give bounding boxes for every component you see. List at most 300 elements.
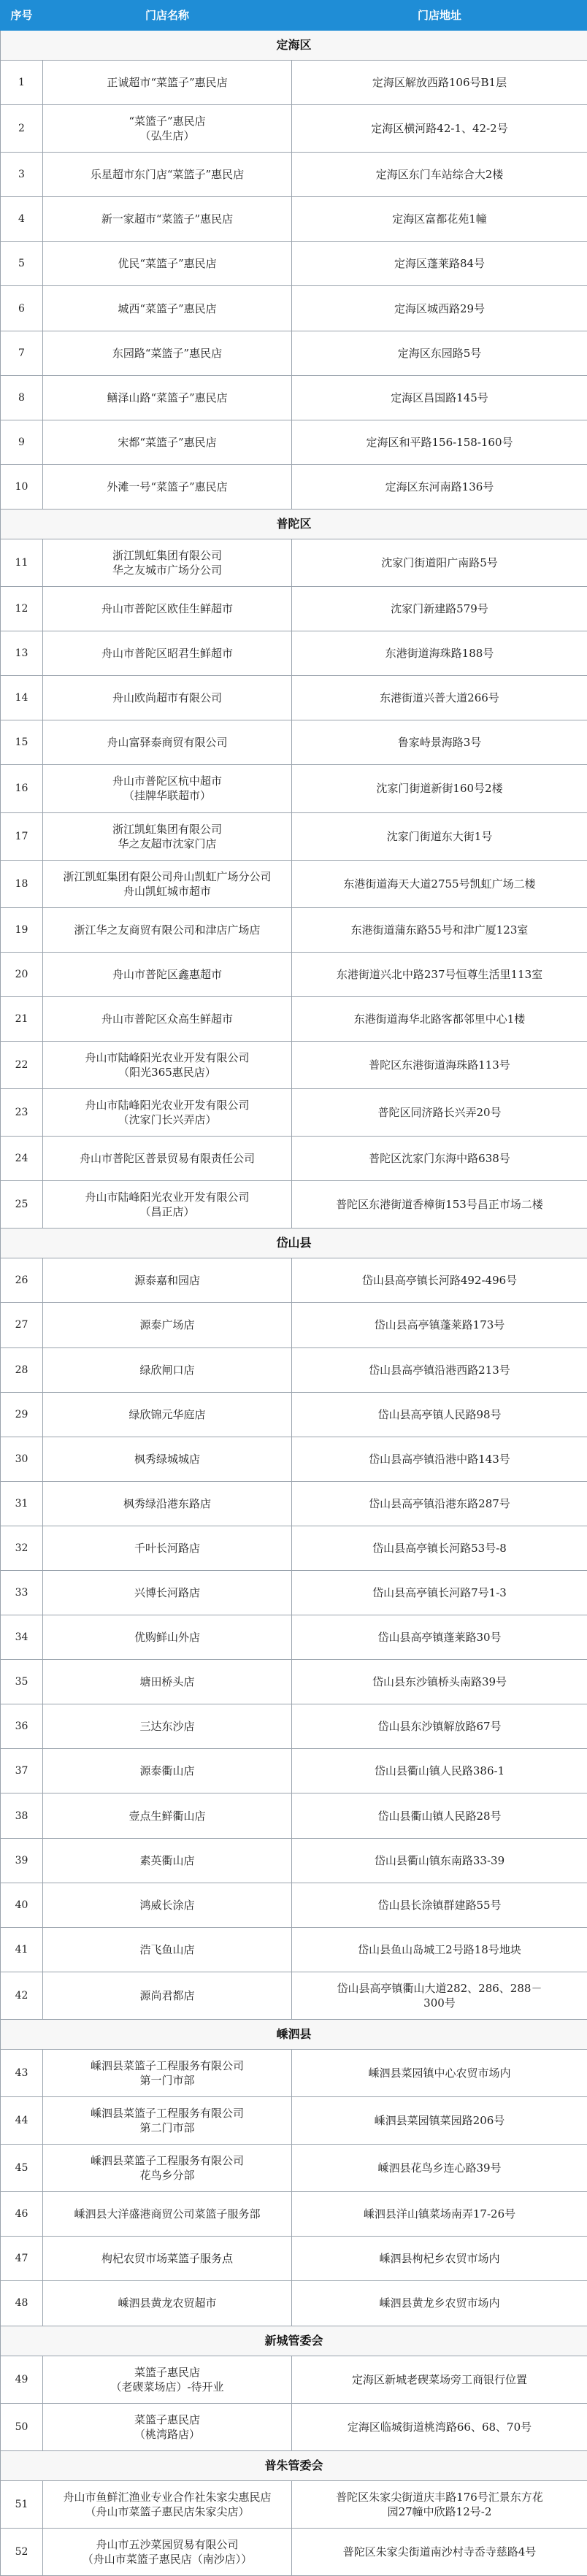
row-number: 51 bbox=[1, 2480, 43, 2528]
store-name-line: 浙江凯虹集团有限公司舟山凯虹广场分公司 bbox=[63, 869, 272, 883]
store-address bbox=[292, 2049, 587, 2096]
row-number: 19 bbox=[1, 907, 43, 952]
store-name bbox=[43, 1749, 292, 1793]
store-address-line: 定海区东园路5号 bbox=[397, 346, 482, 360]
store-address-line: 东港街道蒲东路55号和津广厦123室 bbox=[350, 923, 529, 937]
store-address bbox=[292, 1749, 587, 1793]
store-name bbox=[43, 1392, 292, 1437]
section-title: 普陀区 bbox=[1, 509, 587, 539]
store-name-line: 浙江凯虹集团有限公司 bbox=[112, 548, 222, 562]
row-number: 38 bbox=[1, 1793, 43, 1838]
store-name-line: 第一门市部 bbox=[139, 2073, 195, 2087]
store-name bbox=[43, 1137, 292, 1181]
table-row bbox=[1, 676, 587, 720]
store-name-line: 浙江华之友商贸有限公司和津店广场店 bbox=[74, 923, 261, 937]
store-name bbox=[43, 242, 292, 286]
store-name-line: 舟山市普陀区昭君生鲜超市 bbox=[101, 647, 233, 661]
store-address bbox=[292, 1927, 587, 1972]
row-number: 12 bbox=[1, 587, 43, 631]
row-number: 9 bbox=[1, 420, 43, 464]
store-address bbox=[292, 1437, 587, 1481]
row-number: 1 bbox=[1, 61, 43, 105]
store-name-line: 花鸟乡分部 bbox=[139, 2169, 195, 2183]
store-name-line: 舟山市五沙菜园贸易有限公司 bbox=[96, 2537, 239, 2551]
store-address-line: 岱山县长涂镇群建路55号 bbox=[377, 1898, 502, 1912]
store-address-line: 东港街道海珠路188号 bbox=[385, 647, 494, 661]
table-row bbox=[1, 1972, 587, 2019]
store-address-line: 沈家门街道新街160号2楼 bbox=[376, 782, 503, 796]
table-row bbox=[1, 996, 587, 1041]
section-header bbox=[1, 1229, 587, 1258]
store-address bbox=[292, 1041, 587, 1088]
store-address-line: 定海区富都花苑1幢 bbox=[392, 212, 487, 226]
store-name bbox=[43, 1347, 292, 1392]
store-name bbox=[43, 1437, 292, 1481]
store-name-line: 源尚君都店 bbox=[139, 1988, 195, 2002]
row-number: 43 bbox=[1, 2049, 43, 2096]
store-name-line: 乐星超市东门店“菜篮子”惠民店 bbox=[90, 168, 245, 182]
store-address bbox=[292, 1793, 587, 1838]
table-row bbox=[1, 105, 587, 153]
store-address-line: 定海区城西路29号 bbox=[394, 301, 486, 315]
store-name bbox=[43, 2356, 292, 2403]
store-name bbox=[43, 286, 292, 331]
store-address bbox=[292, 1347, 587, 1392]
table-row bbox=[1, 1749, 587, 1793]
store-name-line: 枫秀绿城城店 bbox=[134, 1452, 200, 1466]
store-address bbox=[292, 375, 587, 420]
store-name bbox=[43, 2049, 292, 2096]
store-address-line: 300号 bbox=[423, 1996, 456, 2010]
store-name bbox=[43, 464, 292, 509]
store-address-line: 定海区横河路42-1、42-2号 bbox=[371, 122, 508, 136]
store-address-line: 嵊泗县洋山镇菜场南弄17-26号 bbox=[363, 2207, 516, 2221]
store-address-line: 普陀区同济路长兴弄20号 bbox=[377, 1106, 502, 1120]
row-number: 26 bbox=[1, 1258, 43, 1303]
store-address-line: 定海区解放西路106号B1层 bbox=[372, 76, 507, 90]
store-address-line: 嵊泗县枸杞乡农贸市场内 bbox=[379, 2252, 500, 2266]
store-name bbox=[43, 2237, 292, 2281]
store-name-line: （阳光365惠民店） bbox=[118, 1066, 216, 1080]
store-name-line: （昌正店） bbox=[139, 1205, 195, 1219]
table-row bbox=[1, 587, 587, 631]
store-address bbox=[292, 153, 587, 197]
store-address bbox=[292, 1181, 587, 1229]
store-name-line: 源泰衢山店 bbox=[139, 1764, 195, 1778]
store-address-line: 定海区蓬莱路84号 bbox=[394, 257, 486, 271]
table-row bbox=[1, 1041, 587, 1088]
store-address bbox=[292, 952, 587, 996]
table-row bbox=[1, 331, 587, 375]
store-name bbox=[43, 2403, 292, 2450]
store-address bbox=[292, 2237, 587, 2281]
store-address bbox=[292, 1258, 587, 1303]
row-number: 2 bbox=[1, 105, 43, 153]
table-row bbox=[1, 153, 587, 197]
row-number: 27 bbox=[1, 1303, 43, 1347]
store-address-line: 鲁家峙景海路3号 bbox=[397, 736, 482, 750]
row-number: 37 bbox=[1, 1749, 43, 1793]
store-name-line: （舟山市菜篮子惠民店朱家尖店） bbox=[85, 2504, 250, 2518]
row-number: 44 bbox=[1, 2097, 43, 2145]
store-address bbox=[292, 2145, 587, 2192]
store-name-line: 舟山市陆峰阳光农业开发有限公司 bbox=[85, 1099, 250, 1112]
store-address-line: 普陀区朱家尖街道庆丰路176号汇景东方花 bbox=[336, 2490, 543, 2504]
store-address bbox=[292, 464, 587, 509]
store-name-line: 东园路“菜篮子”惠民店 bbox=[112, 346, 223, 360]
store-name-line: （弘生店） bbox=[139, 129, 195, 143]
store-name bbox=[43, 1089, 292, 1137]
table-row bbox=[1, 1437, 587, 1481]
store-name-line: 优购鲜山外店 bbox=[134, 1631, 200, 1645]
store-address bbox=[292, 1972, 587, 2019]
row-number: 49 bbox=[1, 2356, 43, 2403]
store-name bbox=[43, 631, 292, 676]
table-row bbox=[1, 464, 587, 509]
store-address-line: 岱山县高亭镇蓬莱路30号 bbox=[377, 1631, 502, 1645]
store-address-line: 东港街道兴北中路237号恒尊生活里113室 bbox=[336, 967, 543, 981]
table-row bbox=[1, 952, 587, 996]
store-address-line: 东港街道海天大道2755号凯虹广场二楼 bbox=[343, 877, 536, 891]
store-address-line: 岱山县鱼山岛城工2号路18号地块 bbox=[358, 1942, 521, 1956]
store-name-line: 千叶长河路店 bbox=[134, 1541, 200, 1555]
store-address-line: 沈家门街道阳广南路5号 bbox=[381, 555, 498, 569]
store-name bbox=[43, 420, 292, 464]
row-number: 34 bbox=[1, 1615, 43, 1660]
store-name bbox=[43, 2097, 292, 2145]
store-name-line: 外滩一号“菜篮子”惠民店 bbox=[107, 480, 228, 493]
row-number: 48 bbox=[1, 2281, 43, 2326]
store-name bbox=[43, 1258, 292, 1303]
store-name bbox=[43, 2480, 292, 2528]
table-row bbox=[1, 1181, 587, 1229]
store-name-line: （桃湾路店） bbox=[134, 2427, 200, 2441]
store-address bbox=[292, 860, 587, 907]
store-address-line: 园27幢中欣路12号-2 bbox=[387, 2504, 492, 2518]
section-header bbox=[1, 509, 587, 539]
store-address-line: 岱山县高亭镇长河路492-496号 bbox=[361, 1274, 518, 1288]
store-address bbox=[292, 907, 587, 952]
store-name-line: 绿欣锦元华庭店 bbox=[128, 1407, 206, 1421]
store-address-line: 普陀区朱家尖街道南沙村寺岙寺慈路4号 bbox=[342, 2545, 537, 2558]
row-number: 7 bbox=[1, 331, 43, 375]
table-row bbox=[1, 1927, 587, 1972]
table-row bbox=[1, 631, 587, 676]
row-number: 6 bbox=[1, 286, 43, 331]
row-number: 33 bbox=[1, 1571, 43, 1615]
store-name bbox=[43, 587, 292, 631]
store-name-line: 嵊泗县菜篮子工程服务有限公司 bbox=[90, 2107, 244, 2121]
section-header bbox=[1, 31, 587, 61]
store-name-line: 浙江凯虹集团有限公司 bbox=[112, 822, 222, 836]
store-name-line: 嵊泗县菜篮子工程服务有限公司 bbox=[90, 2154, 244, 2168]
store-address bbox=[292, 331, 587, 375]
store-name bbox=[43, 1041, 292, 1088]
store-name-line: 素英衢山店 bbox=[139, 1853, 195, 1867]
store-name bbox=[43, 375, 292, 420]
store-address-line: 岱山县高亭镇人民路98号 bbox=[377, 1407, 502, 1421]
table-row bbox=[1, 1571, 587, 1615]
store-address bbox=[292, 631, 587, 676]
store-address bbox=[292, 2192, 587, 2237]
row-number: 31 bbox=[1, 1481, 43, 1526]
store-name-line: （舟山市菜篮子惠民店（南沙店）） bbox=[82, 2552, 253, 2566]
row-number: 18 bbox=[1, 860, 43, 907]
store-address-line: 嵊泗县黄龙乡农贸市场内 bbox=[379, 2296, 500, 2310]
store-name-line: 源泰广场店 bbox=[139, 1318, 195, 1332]
store-name bbox=[43, 61, 292, 105]
store-address-line: 嵊泗县菜园镇中心农贸市场内 bbox=[368, 2066, 511, 2080]
store-name-line: （沈家门长兴弄店） bbox=[118, 1113, 217, 1127]
row-number: 35 bbox=[1, 1660, 43, 1704]
store-address-line: 岱山县高亭镇衢山大道282、286、288－ bbox=[337, 1981, 542, 1995]
table-body bbox=[1, 31, 587, 2576]
store-address-line: 东港街道兴普大道266号 bbox=[380, 691, 499, 705]
store-name bbox=[43, 1481, 292, 1526]
store-name bbox=[43, 952, 292, 996]
store-name-line: 枫秀绿沿港东路店 bbox=[123, 1496, 211, 1510]
row-number: 5 bbox=[1, 242, 43, 286]
table-row bbox=[1, 2237, 587, 2281]
table-row bbox=[1, 1615, 587, 1660]
table-header bbox=[1, 1, 587, 31]
store-address-line: 定海区东门车站综合大2楼 bbox=[375, 168, 504, 182]
store-name bbox=[43, 1883, 292, 1927]
store-name-line: 鳝泽山路“菜篮子”惠民店 bbox=[107, 391, 228, 404]
table-row bbox=[1, 860, 587, 907]
store-address-line: 普陀区东港街道海珠路113号 bbox=[369, 1058, 510, 1072]
table-row bbox=[1, 2403, 587, 2450]
table-row bbox=[1, 1838, 587, 1883]
row-number: 47 bbox=[1, 2237, 43, 2281]
store-address-line: 岱山县高亭镇沿港东路287号 bbox=[369, 1496, 510, 1510]
row-number: 45 bbox=[1, 2145, 43, 2192]
table-row bbox=[1, 2480, 587, 2528]
store-address bbox=[292, 1883, 587, 1927]
store-address bbox=[292, 1526, 587, 1570]
table-row bbox=[1, 1347, 587, 1392]
store-name bbox=[43, 153, 292, 197]
section-header bbox=[1, 2450, 587, 2480]
store-name-line: 枸杞农贸市场菜篮子服务点 bbox=[101, 2252, 233, 2266]
table-row bbox=[1, 1481, 587, 1526]
store-name-line: 舟山市普陀区欧佳生鲜超市 bbox=[101, 602, 233, 616]
table-row bbox=[1, 61, 587, 105]
table-row bbox=[1, 2281, 587, 2326]
store-address-line: 岱山县高亭镇长河路7号1-3 bbox=[372, 1586, 507, 1600]
store-address bbox=[292, 676, 587, 720]
store-name bbox=[43, 860, 292, 907]
store-name-line: 舟山市普陀区普景贸易有限责任公司 bbox=[79, 1152, 255, 1166]
row-number: 8 bbox=[1, 375, 43, 420]
store-name-line: 正诚超市“菜篮子”惠民店 bbox=[107, 76, 228, 90]
row-number: 25 bbox=[1, 1181, 43, 1229]
store-address-line: 岱山县高亭镇沿港中路143号 bbox=[369, 1452, 510, 1466]
store-address bbox=[292, 1571, 587, 1615]
store-name-line: 舟山市鱼鲜汇渔业专业合作社朱家尖惠民店 bbox=[63, 2490, 272, 2504]
store-name bbox=[43, 331, 292, 375]
store-address bbox=[292, 1838, 587, 1883]
store-name-line: 舟山市普陀区杭中超市 bbox=[112, 774, 222, 788]
store-name bbox=[43, 2192, 292, 2237]
table-row bbox=[1, 907, 587, 952]
store-name-line: 嵊泗县大洋盛港商贸公司菜篮子服务部 bbox=[74, 2207, 261, 2221]
store-address bbox=[292, 539, 587, 586]
store-name-line: 兴博长河路店 bbox=[134, 1586, 200, 1600]
store-name-line: 华之友城市广场分公司 bbox=[112, 563, 222, 577]
store-address-line: 沈家门新建路579号 bbox=[391, 602, 488, 616]
table-row bbox=[1, 2356, 587, 2403]
store-name-line: 舟山富驿泰商贸有限公司 bbox=[107, 736, 228, 750]
store-address bbox=[292, 1137, 587, 1181]
store-address-line: 定海区和平路156-158-160号 bbox=[366, 435, 513, 449]
store-name bbox=[43, 720, 292, 765]
table-row bbox=[1, 1392, 587, 1437]
store-name-line: 源泰嘉和园店 bbox=[134, 1274, 200, 1288]
store-address-line: 嵊泗县花鸟乡连心路39号 bbox=[377, 2161, 502, 2175]
store-address-line: 岱山县高亭镇长河路53号-8 bbox=[372, 1541, 507, 1555]
store-address bbox=[292, 197, 587, 242]
store-name bbox=[43, 1181, 292, 1229]
store-address bbox=[292, 242, 587, 286]
table-row bbox=[1, 1303, 587, 1347]
store-name-line: 舟山市陆峰阳光农业开发有限公司 bbox=[85, 1191, 250, 1204]
header-address: 门店地址 bbox=[292, 1, 587, 31]
store-address-line: 岱山县衢山镇人民路386-1 bbox=[374, 1764, 505, 1778]
store-name bbox=[43, 907, 292, 952]
row-number: 22 bbox=[1, 1041, 43, 1088]
section-title: 新城管委会 bbox=[1, 2326, 587, 2356]
store-address bbox=[292, 2528, 587, 2575]
row-number: 23 bbox=[1, 1089, 43, 1137]
store-name-line: 鸿威长涂店 bbox=[139, 1898, 195, 1912]
store-address bbox=[292, 420, 587, 464]
store-name-line: 华之友超市沈家门店 bbox=[118, 837, 217, 850]
store-address bbox=[292, 2281, 587, 2326]
table-row bbox=[1, 2145, 587, 2192]
store-address bbox=[292, 1392, 587, 1437]
store-address-line: 定海区东河南路136号 bbox=[385, 480, 494, 493]
row-number: 40 bbox=[1, 1883, 43, 1927]
row-number: 30 bbox=[1, 1437, 43, 1481]
store-name bbox=[43, 197, 292, 242]
store-name-line: 舟山市普陀区鑫惠超市 bbox=[112, 967, 222, 981]
store-name bbox=[43, 1303, 292, 1347]
store-address bbox=[292, 286, 587, 331]
store-name bbox=[43, 539, 292, 586]
row-number: 13 bbox=[1, 631, 43, 676]
store-address-line: 沈家门街道东大街1号 bbox=[386, 829, 493, 843]
store-name-line: 浩飞鱼山店 bbox=[139, 1942, 195, 1956]
store-name-line: 宋都“菜篮子”惠民店 bbox=[118, 435, 217, 449]
store-address-line: 岱山县衢山镇东南路33-39 bbox=[374, 1853, 505, 1867]
row-number: 28 bbox=[1, 1347, 43, 1392]
table-row bbox=[1, 1660, 587, 1704]
row-number: 24 bbox=[1, 1137, 43, 1181]
store-name bbox=[43, 765, 292, 812]
section-title: 岱山县 bbox=[1, 1229, 587, 1258]
table-row bbox=[1, 812, 587, 860]
store-address-line: 定海区昌国路145号 bbox=[391, 391, 488, 404]
table-row bbox=[1, 1137, 587, 1181]
store-name-line: 第二门市部 bbox=[139, 2121, 195, 2135]
header-no: 序号 bbox=[1, 1, 43, 31]
store-name bbox=[43, 2528, 292, 2575]
store-name bbox=[43, 676, 292, 720]
store-name bbox=[43, 1838, 292, 1883]
table-row bbox=[1, 1883, 587, 1927]
store-name-line: 舟山市陆峰阳光农业开发有限公司 bbox=[85, 1051, 250, 1065]
store-address-line: 岱山县东沙镇桥头南路39号 bbox=[372, 1675, 507, 1689]
table-row bbox=[1, 720, 587, 765]
store-address-line: 岱山县高亭镇沿港西路213号 bbox=[369, 1363, 510, 1377]
table-row bbox=[1, 2097, 587, 2145]
store-address-line: 嵊泗县菜园镇菜园路206号 bbox=[374, 2114, 505, 2128]
section-title: 普朱管委会 bbox=[1, 2450, 587, 2480]
row-number: 42 bbox=[1, 1972, 43, 2019]
store-name-line: 舟山欧尚超市有限公司 bbox=[112, 691, 222, 705]
store-name bbox=[43, 1704, 292, 1749]
store-address bbox=[292, 2097, 587, 2145]
store-name bbox=[43, 1571, 292, 1615]
table-row bbox=[1, 375, 587, 420]
row-number: 46 bbox=[1, 2192, 43, 2237]
store-name-line: 壹点生鲜衢山店 bbox=[128, 1809, 206, 1823]
store-name bbox=[43, 1793, 292, 1838]
store-name bbox=[43, 1660, 292, 1704]
table-row bbox=[1, 2192, 587, 2237]
row-number: 32 bbox=[1, 1526, 43, 1570]
table-row bbox=[1, 1258, 587, 1303]
store-address bbox=[292, 996, 587, 1041]
store-name-line: 优民“菜篮子”惠民店 bbox=[118, 257, 217, 271]
table-row bbox=[1, 420, 587, 464]
row-number: 39 bbox=[1, 1838, 43, 1883]
table-row bbox=[1, 242, 587, 286]
store-address bbox=[292, 1660, 587, 1704]
row-number: 16 bbox=[1, 765, 43, 812]
store-address-line: 岱山县衢山镇人民路28号 bbox=[377, 1809, 502, 1823]
row-number: 10 bbox=[1, 464, 43, 509]
store-name-line: 舟山凯虹城市超市 bbox=[123, 884, 211, 898]
store-name-line: 嵊泗县黄龙农贸超市 bbox=[118, 2296, 217, 2310]
store-name-line: 新一家超市“菜篮子”惠民店 bbox=[101, 212, 234, 226]
store-address-line: 普陀区沈家门东海中路638号 bbox=[369, 1152, 510, 1166]
section-header bbox=[1, 2019, 587, 2049]
store-address bbox=[292, 105, 587, 153]
row-number: 17 bbox=[1, 812, 43, 860]
store-name-line: 塘田桥头店 bbox=[139, 1675, 195, 1689]
row-number: 14 bbox=[1, 676, 43, 720]
section-header bbox=[1, 2326, 587, 2356]
store-name bbox=[43, 1927, 292, 1972]
store-address bbox=[292, 2403, 587, 2450]
store-address bbox=[292, 61, 587, 105]
store-name bbox=[43, 996, 292, 1041]
table-row bbox=[1, 2528, 587, 2575]
store-address bbox=[292, 720, 587, 765]
row-number: 36 bbox=[1, 1704, 43, 1749]
row-number: 4 bbox=[1, 197, 43, 242]
store-name-line: 城西“菜篮子”惠民店 bbox=[118, 301, 217, 315]
store-address-line: 定海区新城老碶菜场旁工商银行位置 bbox=[351, 2372, 527, 2386]
row-number: 11 bbox=[1, 539, 43, 586]
store-address-line: 岱山县东沙镇解放路67号 bbox=[377, 1720, 502, 1734]
store-name-line: 舟山市普陀区众高生鲜超市 bbox=[101, 1012, 233, 1026]
store-address bbox=[292, 765, 587, 812]
store-name bbox=[43, 812, 292, 860]
store-address-line: 定海区临城街道桃湾路66、68、70号 bbox=[347, 2420, 532, 2434]
